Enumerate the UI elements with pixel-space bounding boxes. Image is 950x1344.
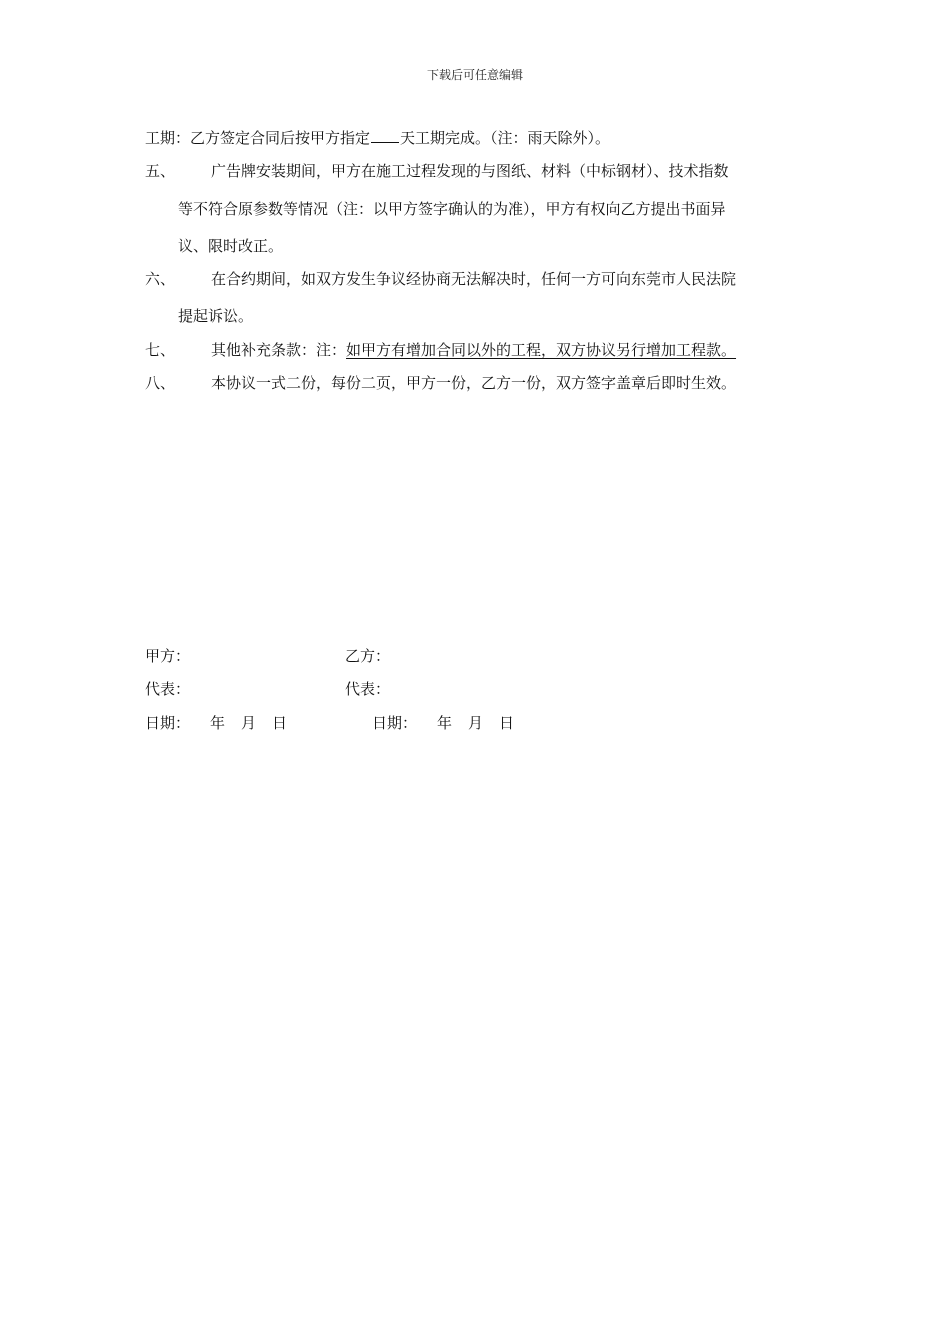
clause-7-underlined-text: 如甲方有增加合同以外的工程，双方协议另行增加工程款。	[346, 341, 737, 359]
clause-6-text-1: 在合约期间，如双方发生争议经协商无法解决时，任何一方可向东莞市人民法院	[211, 270, 737, 288]
clause-8-text: 本协议一式二份，每份二页，甲方一份，乙方一份，双方签字盖章后即时生效。	[211, 374, 737, 392]
clause-7-label: 其他补充条款：注：	[211, 341, 347, 359]
clause-5-text-1: 广告牌安装期间，甲方在施工过程发现的与图纸、材料（中标钢材）、技术指数	[211, 162, 729, 180]
date-a-year: 年	[210, 714, 226, 732]
party-b-label: 乙方：	[345, 647, 391, 665]
date-b-year: 年	[437, 714, 453, 732]
clause-5-line-2: 等不符合原参数等情况（注：以甲方签字确认的为准），甲方有权向乙方提出书面异	[178, 200, 726, 218]
work-period-line	[145, 127, 610, 148]
clause-7-number: 七、	[145, 341, 176, 359]
days-blank	[371, 127, 399, 143]
clause-7-line	[145, 340, 736, 360]
date-a-label: 日期：	[145, 714, 191, 732]
clause-5-line-3: 议、限时改正。	[178, 237, 284, 255]
clause-8-line	[145, 373, 736, 393]
date-a-row	[145, 713, 287, 733]
date-a-day: 日	[272, 714, 288, 732]
party-a-label: 甲方：	[145, 647, 191, 665]
date-b-row	[372, 713, 514, 733]
clause-5-number: 五、	[145, 162, 176, 180]
date-b-month: 月	[468, 714, 484, 732]
rep-b-label: 代表：	[345, 680, 391, 698]
page-header: 下载后可任意编辑	[426, 68, 523, 82]
rep-a-label: 代表：	[145, 680, 191, 698]
clause-8-number: 八、	[145, 374, 176, 392]
clause-6-line-2: 提起诉讼。	[178, 307, 254, 325]
clause-6-number: 六、	[145, 270, 176, 288]
work-period-prefix: 工期：乙方签定合同后按甲方指定	[145, 129, 371, 147]
work-period-suffix: 天工期完成。（注：雨天除外）。	[400, 129, 611, 147]
date-b-label: 日期：	[372, 714, 418, 732]
date-a-month: 月	[241, 714, 257, 732]
date-b-day: 日	[499, 714, 515, 732]
clause-6-line-1	[145, 269, 736, 289]
clause-5-line-1	[145, 161, 729, 181]
